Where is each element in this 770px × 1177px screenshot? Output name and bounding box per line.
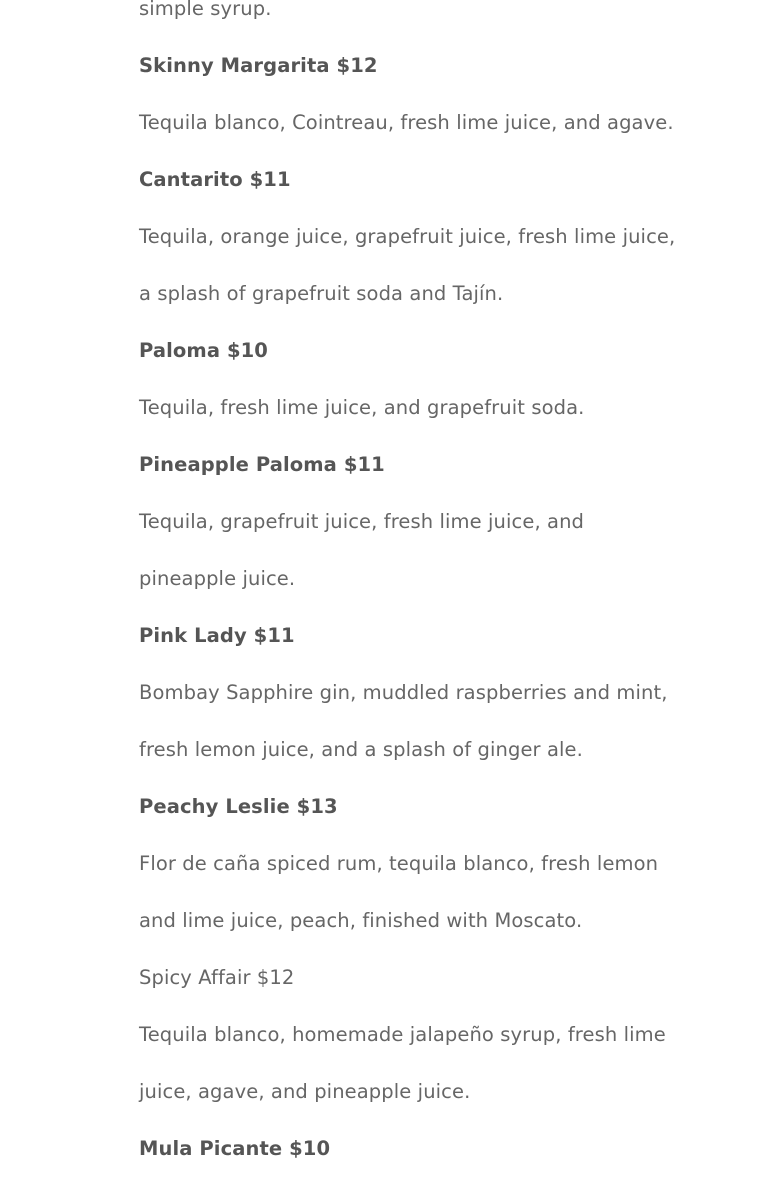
menu-line: Tequila blanco, Cointreau, fresh lime juice, and agave. — [139, 111, 674, 134]
menu-item-title: Pineapple Paloma $11 — [139, 453, 385, 476]
menu-line: Tequila blanco, homemade jalapeño syrup, fresh lime — [139, 1023, 666, 1046]
menu-line: fresh lemon juice, and a splash of ginger ale. — [139, 738, 583, 761]
menu-line: and lime juice, peach, finished with Moscato. — [139, 909, 583, 932]
menu-item-title: Pink Lady $11 — [139, 624, 295, 647]
menu-item-title: Paloma $10 — [139, 339, 268, 362]
menu-line: Flor de caña spiced rum, tequila blanco, fresh lemon — [139, 852, 659, 875]
menu-line: Bombay Sapphire gin, muddled raspberries and mint, — [139, 681, 668, 704]
menu-item-title: Cantarito $11 — [139, 168, 291, 191]
menu-line: Tequila, grapefruit juice, fresh lime juice, and — [139, 510, 585, 533]
menu-item-title: Peachy Leslie $13 — [139, 795, 338, 818]
menu-line: Tequila, fresh lime juice, and grapefruit soda. — [139, 396, 585, 419]
menu-item-title: Mula Picante $10 — [139, 1137, 331, 1160]
menu-line: a splash of grapefruit soda and Tajín. — [139, 282, 504, 305]
menu-item-title: Spicy Affair $12 — [139, 966, 295, 989]
cocktail-menu — [139, 0, 676, 1177]
menu-line: pineapple juice. — [139, 567, 296, 590]
menu-line: juice, agave, and pineapple juice. — [139, 1080, 471, 1103]
menu-line: Tequila, orange juice, grapefruit juice, fresh lime juice, — [139, 225, 676, 248]
menu-item-title: Skinny Margarita $12 — [139, 54, 378, 77]
menu-line: simple syrup. — [139, 0, 272, 20]
